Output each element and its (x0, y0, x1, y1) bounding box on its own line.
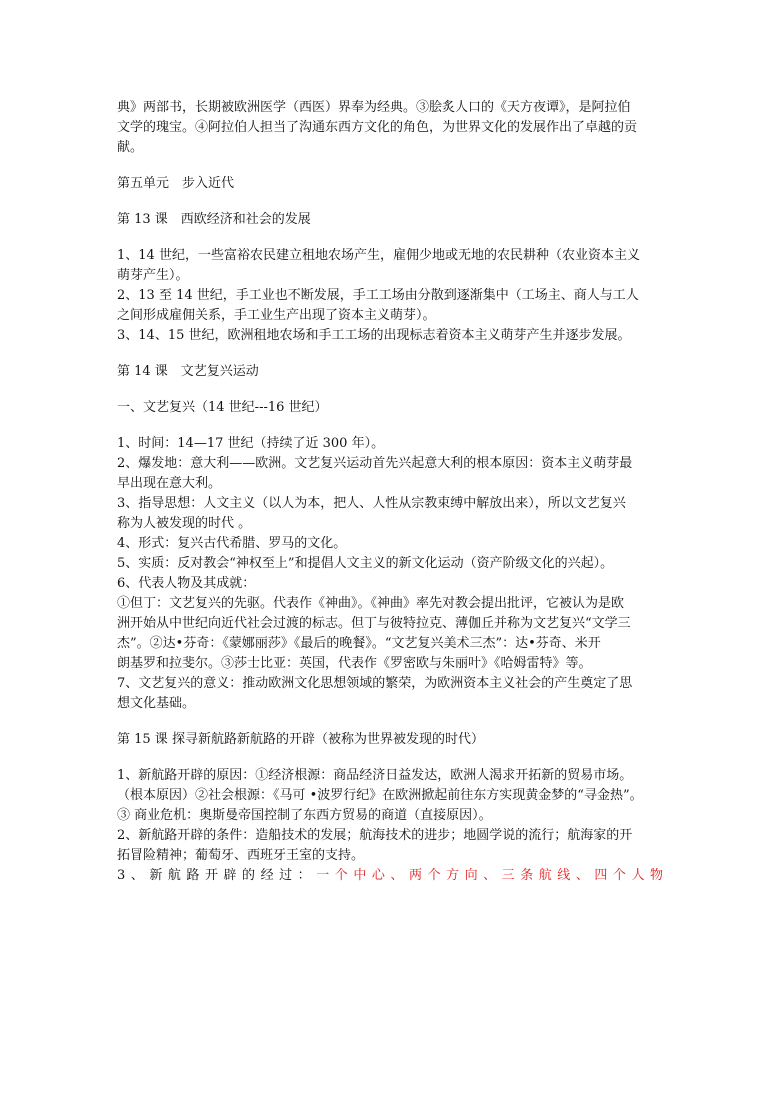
lesson-14-item: 4、形式：复兴古代希腊、罗马的文化。 (117, 536, 347, 551)
lesson-15-paragraph: （根本原因）②社会根源：《马可 •波罗行纪》在欧洲掀起前往东方实现黄金梦的“寻金热”。 (117, 788, 643, 803)
lesson-15-heading: 第 15 课 探寻新航路新航路的开辟（被称为世界被发现的时代） (117, 732, 484, 747)
lesson-13-paragraph: 之间形成雇佣关系，手工业生产出现了资本主义萌芽）。 (117, 308, 436, 323)
lesson-14-item: 7、文艺复兴的意义：推动欧洲文化思想领域的繁荣，为欧洲资本主义社会的产生奠定了思 (117, 676, 633, 691)
process-highlight: 一个中心、两个方向、三条航线、四个人物 (316, 868, 663, 883)
unit-5-heading: 第五单元 步入近代 (117, 176, 235, 191)
lesson-15-process-line (117, 866, 663, 886)
lesson-14-item: 朗基罗和拉斐尔。③莎士比亚：英国，代表作《罗密欧与朱丽叶》《哈姆雷特》等。 (117, 656, 592, 671)
lesson-13-paragraph: 3、14、15 世纪，欧洲租地农场和手工工场的出现标志着资本主义萌芽产生并逐步发展。 (117, 328, 631, 343)
lesson-14-item: 杰”。②达•芬奇：《蒙娜丽莎》《最后的晚餐》。“文艺复兴美术三杰”：达•芬奇、米开 (117, 636, 601, 651)
lesson-15-paragraph: 2、新航路开辟的条件：造船技术的发展；航海技术的进步；地圆学说的流行；航海家的开 (117, 828, 633, 843)
lesson-14-item: 早出现在意大利。 (117, 476, 222, 491)
process-label: 3、新航路开辟的经过： (117, 868, 317, 883)
intro-line-2: 文学的瑰宝。④阿拉伯人担当了沟通东西方文化的角色，为世界文化的发展作出了卓越的贡 (117, 120, 638, 135)
lesson-13-heading: 第 13 课 西欧经济和社会的发展 (117, 212, 311, 227)
lesson-14-item: 2、爆发地：意大利——欧洲。文艺复兴运动首先兴起意大利的根本原因：资本主义萌芽最 (117, 456, 633, 471)
lesson-14-item: 称为人被发现的时代 。 (117, 516, 252, 531)
lesson-15-paragraph: 1、新航路开辟的原因：①经济根源：商品经济日益发达，欧洲人渴求开拓新的贸易市场。 (117, 768, 633, 783)
intro-line-3: 献。 (117, 140, 144, 155)
lesson-14-item: 想文化基础。 (117, 696, 196, 711)
lesson-13-paragraph: 2、13 至 14 世纪，手工业也不断发展，手工工场由分散到逐渐集中（工场主、商人与工人 (117, 288, 639, 303)
lesson-15-paragraph: ③ 商业危机：奥斯曼帝国控制了东西方贸易的商道（直接原因）。 (117, 808, 492, 823)
lesson-13-paragraph: 1、14 世纪，一些富裕农民建立租地农场产生，雇佣少地或无地的农民耕种（农业资本主义 (117, 248, 640, 263)
lesson-14-item: 3、指导思想：人文主义（以人为本，把人、人性从宗教束缚中解放出来），所以文艺复兴 (117, 496, 626, 511)
intro-line-1: 典》两部书，长期被欧洲医学（西医）界奉为经典。③脍炙人口的《天方夜谭》，是阿拉伯 (117, 100, 631, 115)
lesson-13-paragraph: 萌芽产生）。 (117, 268, 189, 283)
lesson-14-item: 1、时间：14—17 世纪（持续了近 300 年）。 (117, 436, 385, 451)
lesson-14-item: 洲开始从中世纪向近代社会过渡的标志。但丁与彼特拉克、薄伽丘并称为文艺复兴“文学三 (117, 616, 631, 631)
lesson-14-item: 6、代表人物及其成就： (117, 576, 256, 591)
lesson-14-item: ①但丁：文艺复兴的先驱。代表作《神曲》。《神曲》率先对教会提出批评，它被认为是欧 (117, 596, 625, 611)
lesson-14-item: 5、实质：反对教会“神权至上”和提倡人文主义的新文化运动（资产阶级文化的兴起）。 (117, 556, 614, 571)
lesson-15-paragraph: 拓冒险精神；葡萄牙、西班牙王室的支持。 (117, 848, 365, 863)
document-page (117, 98, 663, 886)
lesson-14-heading: 第 14 课 文艺复兴运动 (117, 364, 259, 379)
section-heading: 一、文艺复兴（14 世纪---16 世纪） (117, 400, 328, 415)
